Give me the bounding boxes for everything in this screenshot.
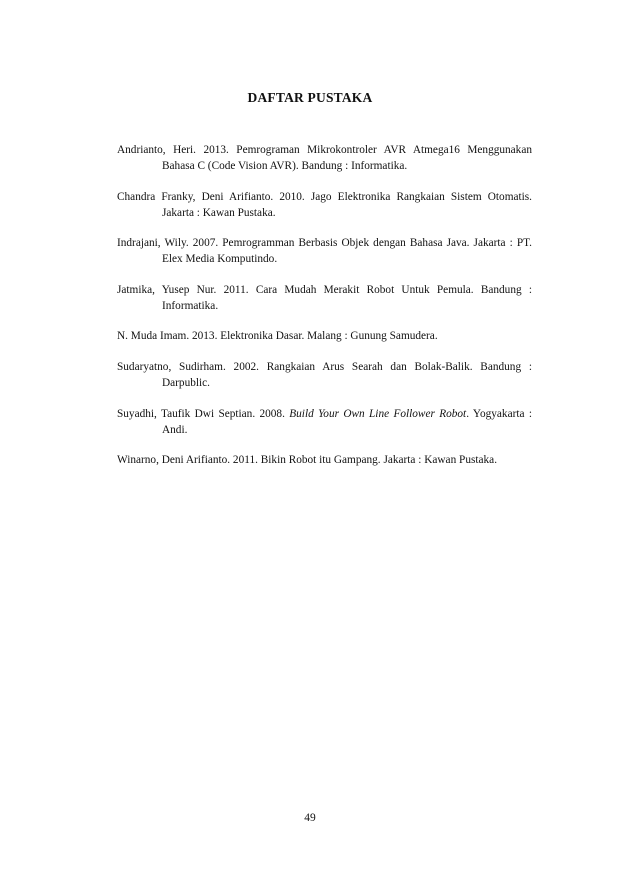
reference-entry [117,452,532,468]
reference-entry [117,142,532,174]
reference-italic-title: Build Your Own Line Follower Robot [289,407,467,420]
reference-entry [117,189,532,221]
reference-text: Sudaryatno, Sudirham. 2002. Rangkaian Arus Searah dan Bolak-Balik. Bandung : Darpublic. [117,360,532,389]
page-title: DAFTAR PUSTAKA [247,90,373,105]
reference-entry [117,406,532,438]
reference-text: Jatmika, Yusep Nur. 2011. Cara Mudah Merakit Robot Untuk Pemula. Bandung : Informatika. [117,283,532,312]
reference-text: Chandra Franky, Deni Arifianto. 2010. Jago Elektronika Rangkaian Sistem Otomatis. Jakarta : Kawan Pustaka. [117,190,532,219]
reference-entry [117,235,532,267]
reference-list [117,142,532,483]
reference-text: N. Muda Imam. 2013. Elektronika Dasar. Malang : Gunung Samudera. [117,330,438,343]
reference-text: Andrianto, Heri. 2013. Pemrograman Mikrokontroler AVR Atmega16 Menggunakan Bahasa C (Code Vision AVR). Bandung : Informatika. [117,144,532,172]
reference-entry [117,282,532,314]
reference-text: Winarno, Deni Arifianto. 2011. Bikin Robot itu Gampang. Jakarta : Kawan Pustaka. [117,454,498,467]
reference-text: Indrajani, Wily. 2007. Pemrogramman Berbasis Objek dengan Bahasa Java. Jakarta : PT. Elex Media Komputindo. [117,237,532,266]
reference-entry [117,359,532,391]
page-number: 49 [304,812,316,824]
reference-text-after: . Yogyakarta : Andi. [162,407,532,436]
reference-entry [117,328,532,344]
reference-text: Suyadhi, Taufik Dwi Septian. 2008. [117,407,290,420]
